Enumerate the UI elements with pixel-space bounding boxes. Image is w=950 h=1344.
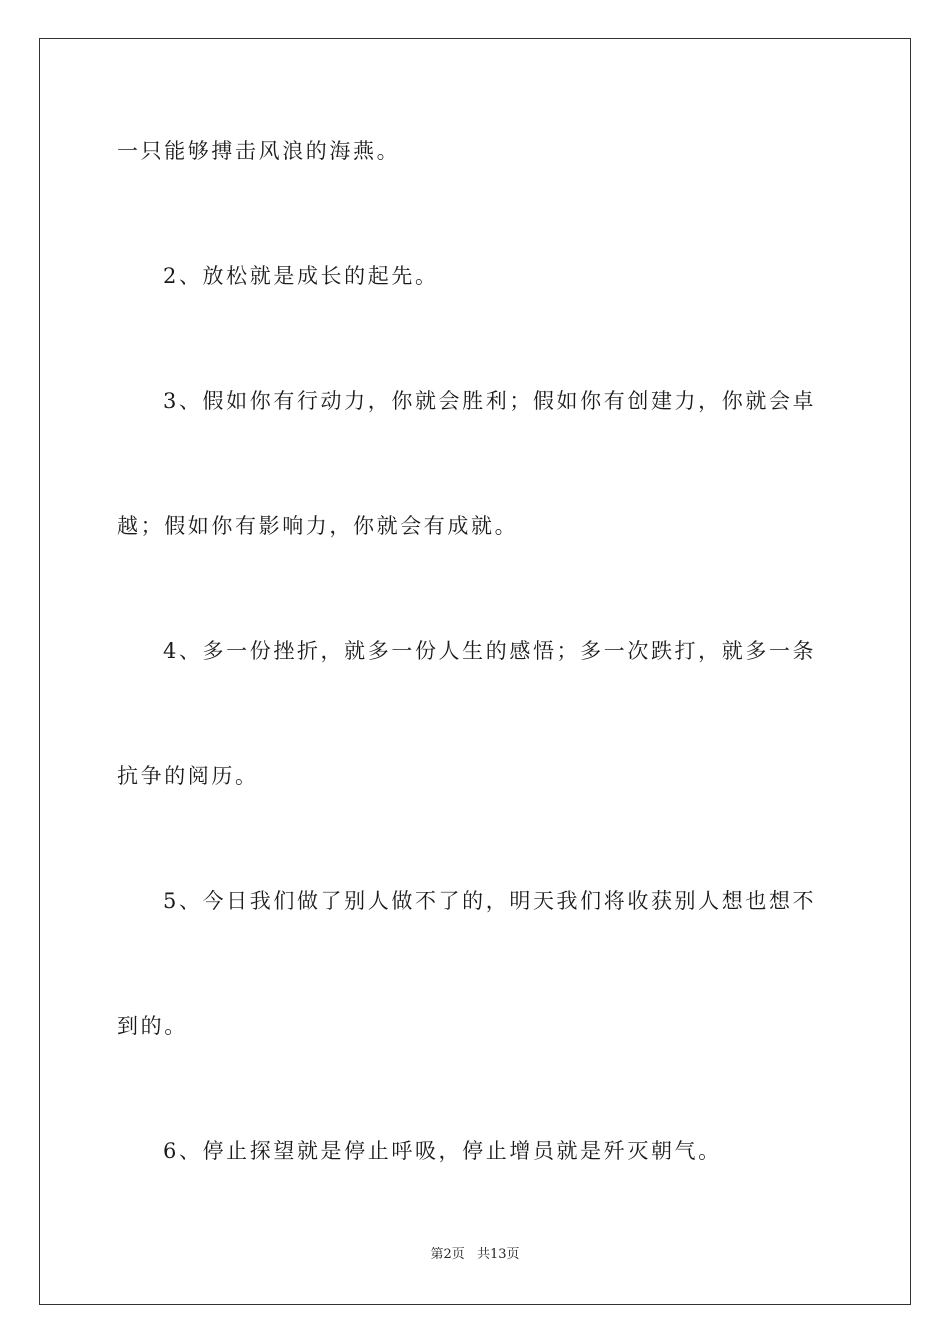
page-footer (0, 1246, 950, 1264)
text-line-8: 到的。 (117, 1014, 188, 1038)
text-line-6: 抗争的阅历。 (117, 764, 259, 788)
text-line-3: 3、假如你有行动力，你就会胜利；假如你有创建力，你就会卓 (163, 389, 817, 413)
page-number-total: 共13页 (476, 1247, 520, 1262)
text-line-9: 6、停止探望就是停止呼吸，停止增员就是歼灭朝气。 (163, 1139, 722, 1163)
text-line-7: 5、今日我们做了别人做不了的，明天我们将收获别人想也想不 (163, 889, 817, 913)
text-line-1: 一只能够搏击风浪的海燕。 (117, 139, 401, 163)
text-line-2: 2、放松就是成长的起先。 (163, 264, 439, 288)
text-line-4: 越；假如你有影响力，你就会有成就。 (117, 514, 519, 538)
page-number-current: 第2页 (430, 1247, 465, 1262)
page-border (39, 38, 911, 1305)
text-line-5: 4、多一份挫折，就多一份人生的感悟；多一次跌打，就多一条 (163, 639, 817, 663)
